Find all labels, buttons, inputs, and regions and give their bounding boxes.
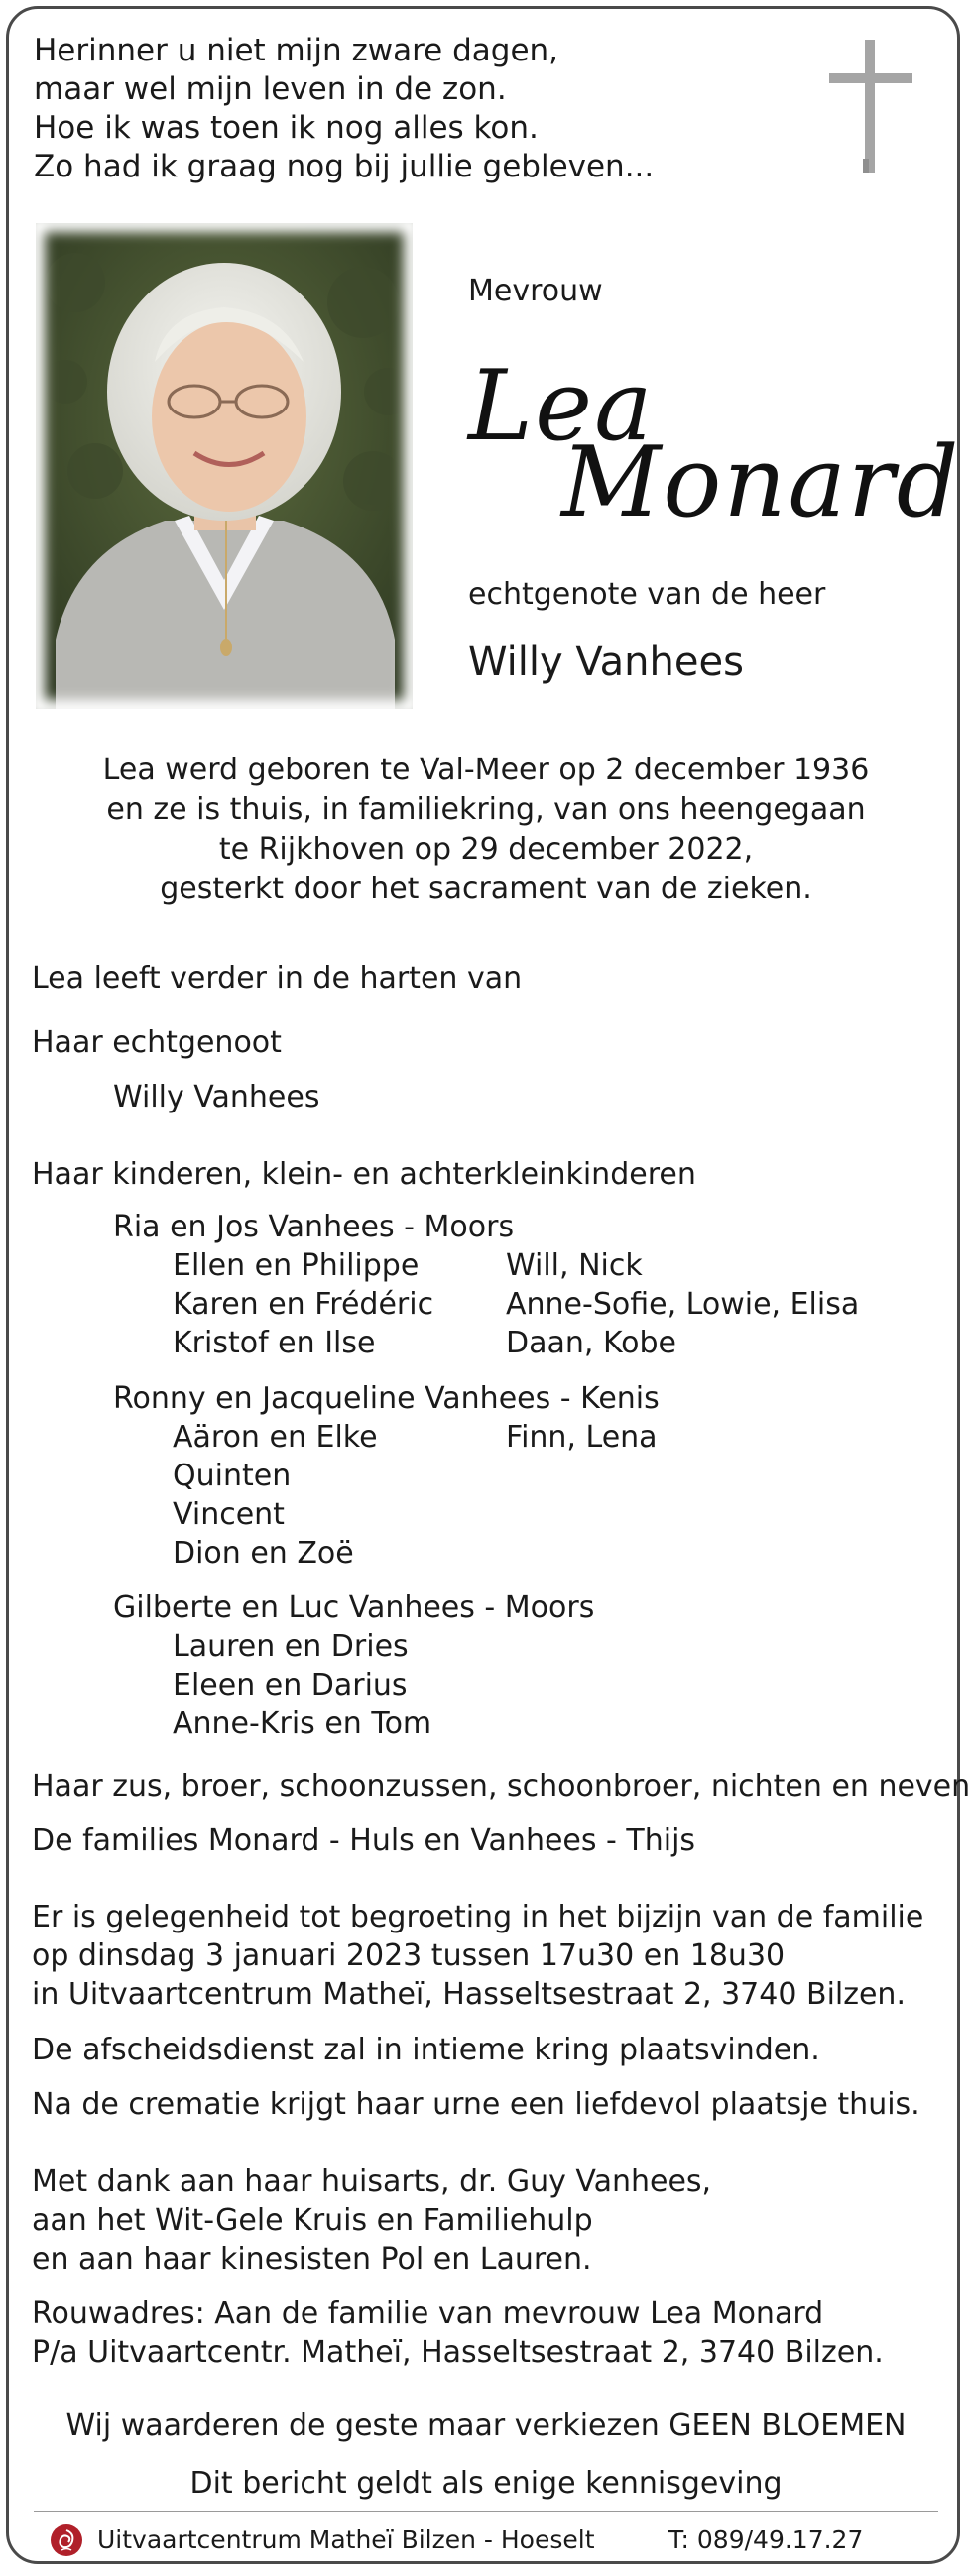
great-grandchildren: Anne-Sofie, Lowie, Elisa	[506, 1287, 860, 1322]
grandchild: Anne-Kris en Tom	[173, 1706, 432, 1741]
intro-line: gesterkt door het sacrament van de zieken.	[160, 872, 812, 906]
family-lead: Lea leeft verder in de harten van	[32, 961, 523, 995]
family-spouse: Willy Vanhees	[113, 1080, 320, 1114]
grandchild: Kristof en Ilse	[173, 1326, 376, 1360]
visit-line: op dinsdag 3 januari 2023 tussen 17u30 en 18u30	[32, 1938, 786, 1973]
grandchild: Lauren en Dries	[173, 1629, 409, 1664]
title-prefix: Mevrouw	[468, 274, 603, 308]
visit-line: Er is gelegenheid tot begroeting in het bijzijn van de familie	[32, 1900, 924, 1934]
funeral-home-name: Uitvaartcentrum Matheï Bilzen - Hoeselt	[97, 2525, 595, 2554]
child-couple: Gilberte en Luc Vanhees - Moors	[113, 1590, 595, 1625]
siblings-line: Haar zus, broer, schoonzussen, schoonbroer, nichten en neven	[32, 1769, 971, 1804]
families-line: De families Monard - Huls en Vanhees - Thijs	[32, 1823, 696, 1858]
spouse-name: Willy Vanhees	[468, 640, 744, 685]
thanks-line: aan het Wit-Gele Kruis en Familiehulp	[32, 2203, 593, 2238]
address-line: Rouwadres: Aan de familie van mevrouw Lea Monard	[32, 2296, 824, 2331]
grandchild: Aäron en Elke	[173, 1420, 378, 1455]
last-name: Monard	[561, 426, 961, 539]
footer-divider	[34, 2511, 938, 2512]
child-couple: Ria en Jos Vanhees - Moors	[113, 1210, 515, 1244]
first-name: Lea	[468, 350, 655, 463]
great-grandchildren: Daan, Kobe	[506, 1326, 676, 1360]
intro-line: Lea werd geboren te Val-Meer op 2 december 1936	[102, 753, 870, 787]
service-line: De afscheidsdienst zal in intieme kring plaatsvinden.	[32, 2033, 820, 2067]
great-grandchildren: Finn, Lena	[506, 1420, 658, 1455]
visit-line: in Uitvaartcentrum Matheï, Hasseltsestraat 2, 3740 Bilzen.	[32, 1977, 906, 2012]
intro-line: te Rijkhoven op 29 december 2022,	[218, 832, 754, 867]
grandchild: Eleen en Darius	[173, 1668, 408, 1702]
cross-icon	[829, 40, 912, 173]
thanks-line: en aan haar kinesisten Pol en Lauren.	[32, 2242, 592, 2277]
grandchild: Karen en Frédéric	[173, 1287, 434, 1322]
thanks-line: Met dank aan haar huisarts, dr. Guy Vanhees,	[32, 2165, 712, 2199]
poem-line: Hoe ik was toen ik nog alles kon.	[34, 110, 539, 146]
poem-line: Zo had ik graag nog bij jullie gebleven...	[34, 149, 655, 184]
spouse-heading: Haar echtgenoot	[32, 1025, 282, 1060]
grandchild: Vincent	[173, 1497, 285, 1532]
portrait-photo	[36, 223, 413, 709]
funeral-home-phone: T: 089/49.17.27	[668, 2525, 864, 2554]
urn-line: Na de crematie krijgt haar urne een liefdevol plaatsje thuis.	[32, 2087, 920, 2122]
flowers-note: Wij waarderen de geste maar verkiezen GEEN BLOEMEN	[65, 2408, 907, 2443]
great-grandchildren: Will, Nick	[506, 1248, 643, 1283]
grandchild: Ellen en Philippe	[173, 1248, 420, 1283]
spouse-label: echtgenote van de heer	[468, 577, 826, 612]
address-line: P/a Uitvaartcentr. Matheï, Hasseltsestraat 2, 3740 Bilzen.	[32, 2335, 884, 2370]
poem	[34, 32, 654, 186]
child-couple: Ronny en Jacqueline Vanhees - Kenis	[113, 1381, 660, 1416]
poem-line: maar wel mijn leven in de zon.	[34, 71, 507, 107]
rose-logo-icon	[50, 2523, 83, 2557]
children-heading: Haar kinderen, klein- en achterkleinkinderen	[32, 1157, 696, 1192]
grandchild: Quinten	[173, 1459, 292, 1493]
poem-line: Herinner u niet mijn zware dagen,	[34, 33, 559, 68]
notice-line: Dit bericht geldt als enige kennisgeving	[189, 2466, 783, 2501]
intro-line: en ze is thuis, in familiekring, van ons heengegaan	[106, 792, 866, 827]
grandchild: Dion en Zoë	[173, 1536, 354, 1571]
